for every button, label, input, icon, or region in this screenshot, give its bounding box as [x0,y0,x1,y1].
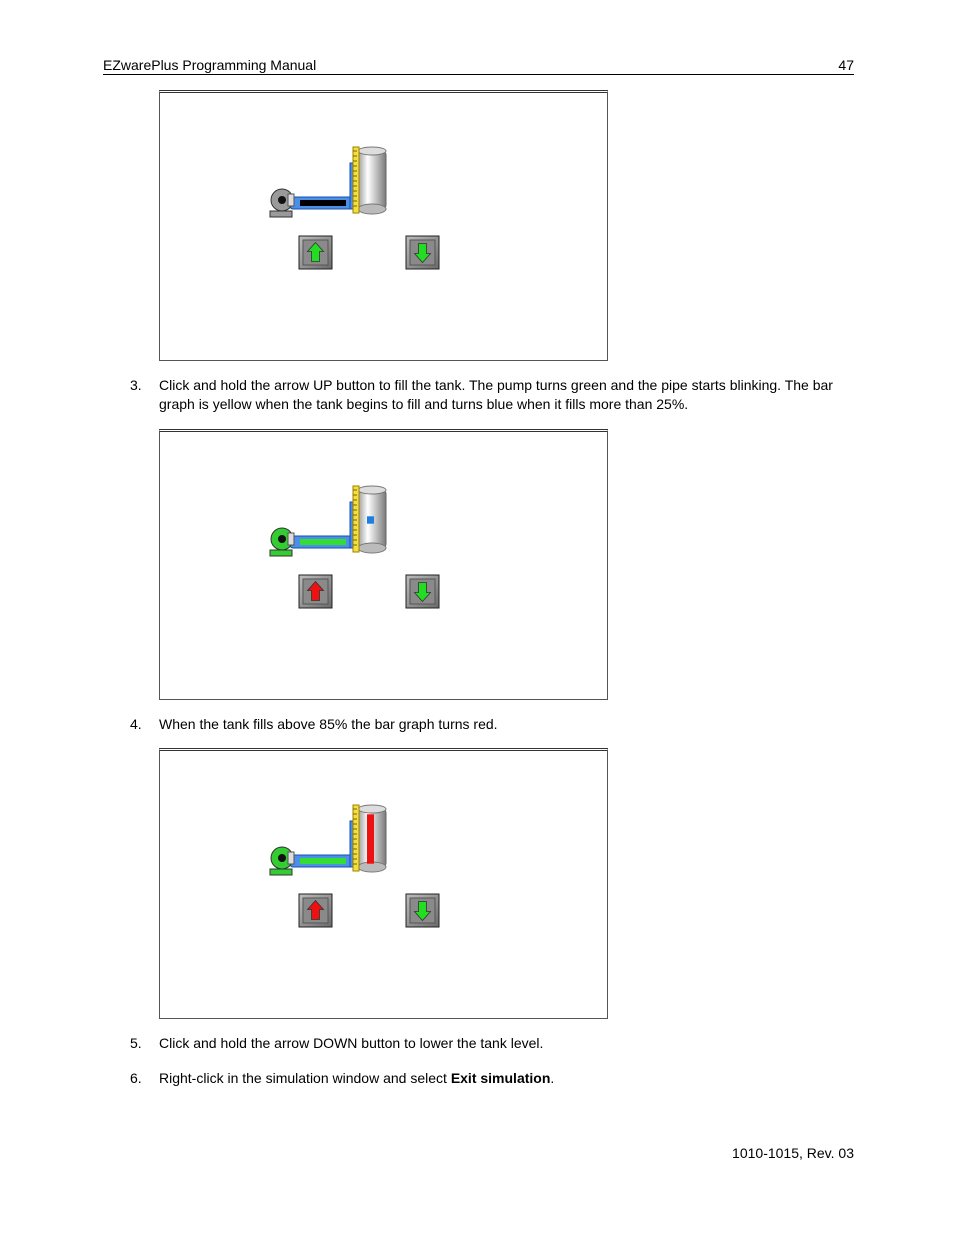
pump-base [270,211,292,217]
tank-bottom [358,543,386,553]
simulation-panel-full[interactable] [159,748,608,1019]
pump-impeller [278,854,286,862]
level-bar [367,814,374,863]
step-text: Click and hold the arrow UP button to fill the tank. The pump turns green and the pipe starts blinking. The bar graph is yellow when the tank begins to fill and turns blue when it fills more than 25%. [159,377,833,412]
arrow-up-button[interactable] [299,894,332,927]
exit-simulation-label: Exit simulation [450,1070,551,1086]
panel-svg [160,93,607,360]
tank-bottom [358,204,386,214]
level-gauge [353,805,359,871]
arrow-up-button[interactable] [299,236,332,269]
pump-base [270,869,292,875]
step-text [159,1069,839,1088]
tank-top [358,147,386,155]
tank-top [358,486,386,494]
level-gauge [353,147,359,213]
arrow-down-button[interactable] [406,894,439,927]
pipe-flow [300,858,346,864]
arrow-up-button[interactable] [299,575,332,608]
pump-outlet [288,852,294,864]
tank-top [358,805,386,813]
pump-impeller [278,535,286,543]
document-number: 1010-1015, Rev. 03 [732,1145,854,1161]
simulation-panel-fill[interactable] [159,429,608,700]
step-text-after: . [550,1070,555,1086]
page-header [103,56,854,75]
pump-impeller [278,196,286,204]
simulation-panel-idle[interactable] [159,90,608,361]
pump-outlet [288,194,294,206]
manual-title: EZwarePlus Programming Manual [103,57,317,73]
page-number: 47 [838,57,854,73]
step-number: 6. [130,1070,142,1086]
step-text-before: Right-click in the simulation window and select [159,1070,451,1086]
tank-body [358,151,386,209]
step-text: Click and hold the arrow DOWN button to lower the tank level. [159,1035,544,1051]
pump-base [270,550,292,556]
arrow-down-button[interactable] [406,575,439,608]
tank-system [270,147,386,217]
panel-svg [160,432,607,699]
level-gauge [353,486,359,552]
pump-outlet [288,533,294,545]
panel-svg [160,751,607,1018]
pipe-flow [300,539,346,545]
step-number: 3. [130,377,142,393]
step-text: When the tank fills above 85% the bar graph turns red. [159,716,498,732]
step-number: 4. [130,716,142,732]
arrow-down-button[interactable] [406,236,439,269]
pipe-flow [300,200,346,206]
tank-system [270,805,386,875]
step-number: 5. [130,1035,142,1051]
tank-system [270,486,386,556]
level-bar [367,516,374,523]
